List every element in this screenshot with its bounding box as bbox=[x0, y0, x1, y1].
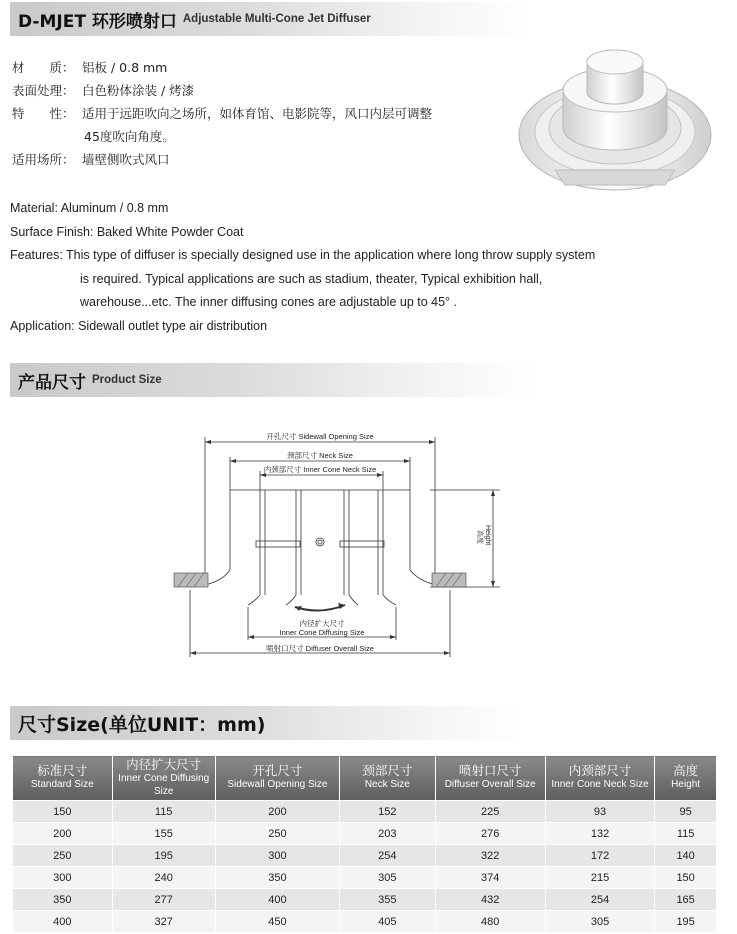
table-cell: 300 bbox=[13, 867, 113, 889]
spec-label: 材 质： bbox=[12, 60, 75, 75]
table-cell: 322 bbox=[435, 845, 545, 867]
size-table-title: 尺寸Size(单位UNIT：mm) bbox=[18, 713, 266, 736]
table-cell: 277 bbox=[112, 889, 215, 911]
product-size-band bbox=[10, 363, 535, 397]
col-inner-cone-neck: 内颈部尺寸 Inner Cone Neck Size bbox=[545, 756, 654, 801]
table-cell: 405 bbox=[340, 911, 435, 933]
col-standard-size: 标准尺寸 Standard Size bbox=[13, 756, 113, 801]
spec-zh-finish bbox=[12, 79, 512, 102]
table-cell: 374 bbox=[435, 867, 545, 889]
table-cell: 305 bbox=[340, 867, 435, 889]
table-cell: 115 bbox=[112, 801, 215, 823]
table-row bbox=[13, 801, 717, 823]
spec-en-finish: Surface Finish: Baked White Powder Coat bbox=[10, 224, 244, 239]
table-row bbox=[13, 889, 717, 911]
product-photo bbox=[515, 40, 715, 200]
spec-en-features-cont: warehouse...etc. The inner diffusing cones are adjustable up to 45° . bbox=[80, 295, 458, 309]
table-cell: 115 bbox=[655, 823, 717, 845]
table-cell: 140 bbox=[655, 845, 717, 867]
table-cell: 195 bbox=[112, 845, 215, 867]
spec-label: 表面处理： bbox=[12, 83, 75, 98]
title-band bbox=[10, 2, 530, 36]
table-cell: 150 bbox=[13, 801, 113, 823]
spec-value: 45度吹向角度。 bbox=[84, 129, 175, 144]
spec-en-features-cont: is required. Typical applications are such as stadium, theater, Typical exhibition hall, bbox=[80, 271, 543, 286]
col-diffuser-overall: 喷射口尺寸 Diffuser Overall Size bbox=[435, 756, 545, 801]
size-table-body bbox=[13, 801, 717, 933]
table-cell: 400 bbox=[13, 911, 113, 933]
table-cell: 432 bbox=[435, 889, 545, 911]
table-cell: 152 bbox=[340, 801, 435, 823]
table-cell: 254 bbox=[545, 889, 654, 911]
specs-en bbox=[10, 197, 730, 338]
label-overall-size: 喷射口尺寸 Diffuser Overall Size bbox=[266, 644, 374, 653]
label-height-en: Height bbox=[484, 525, 491, 546]
spec-en-features: Features: This type of diffuser is specially designed use in the application where long throw supply system bbox=[10, 248, 596, 262]
size-table-band bbox=[10, 706, 525, 740]
specs-zh bbox=[12, 56, 512, 171]
spec-en-material: Material: Aluminum / 0.8 mm bbox=[10, 201, 169, 215]
table-cell: 480 bbox=[435, 911, 545, 933]
table-row bbox=[13, 823, 717, 845]
col-sidewall-opening: 开孔尺寸 Sidewall Opening Size bbox=[215, 756, 339, 801]
col-height: 高度 Height bbox=[655, 756, 717, 801]
table-cell: 95 bbox=[655, 801, 717, 823]
product-size-title-zh: 产品尺寸 bbox=[18, 372, 86, 393]
table-row bbox=[13, 867, 717, 889]
table-cell: 172 bbox=[545, 845, 654, 867]
product-size-title-en: Product Size bbox=[92, 374, 162, 386]
product-title-en: Adjustable Multi-Cone Jet Diffuser bbox=[182, 13, 371, 25]
size-table bbox=[12, 755, 717, 933]
spec-label: 特 性： bbox=[12, 106, 75, 121]
table-cell: 355 bbox=[340, 889, 435, 911]
table-header-row bbox=[13, 756, 717, 801]
spec-value: 墙壁侧吹式风口 bbox=[82, 152, 170, 167]
table-cell: 195 bbox=[655, 911, 717, 933]
spec-value: 铝板 / 0.8 mm bbox=[82, 60, 168, 75]
label-neck-size: 颈部尺寸 Neck Size bbox=[287, 451, 353, 460]
spec-zh-features bbox=[12, 102, 512, 125]
label-inner-diffusing-zh: 内径扩大尺寸 bbox=[299, 619, 345, 628]
label-sidewall-opening: 开孔尺寸 Sidewall Opening Size bbox=[266, 432, 374, 441]
spec-value: 白色粉体涂装 / 烤漆 bbox=[82, 83, 195, 98]
table-cell: 225 bbox=[435, 801, 545, 823]
table-cell: 150 bbox=[655, 867, 717, 889]
table-cell: 203 bbox=[340, 823, 435, 845]
col-neck-size: 颈部尺寸 Neck Size bbox=[340, 756, 435, 801]
table-cell: 250 bbox=[215, 823, 339, 845]
table-cell: 254 bbox=[340, 845, 435, 867]
table-cell: 250 bbox=[13, 845, 113, 867]
table-cell: 200 bbox=[13, 823, 113, 845]
table-cell: 93 bbox=[545, 801, 654, 823]
col-inner-cone-diffusing: 内径扩大尺寸 Inner Cone Diffusing Size bbox=[112, 756, 215, 801]
spec-zh-features-cont bbox=[12, 125, 512, 148]
table-cell: 300 bbox=[215, 845, 339, 867]
spec-zh-material bbox=[12, 56, 512, 79]
table-row bbox=[13, 911, 717, 933]
table-cell: 305 bbox=[545, 911, 654, 933]
spec-zh-application bbox=[12, 148, 512, 171]
table-cell: 215 bbox=[545, 867, 654, 889]
label-inner-diffusing-en: Inner Cone Diffusing Size bbox=[279, 628, 365, 637]
table-cell: 200 bbox=[215, 801, 339, 823]
dimension-diagram bbox=[160, 415, 520, 665]
table-cell: 350 bbox=[13, 889, 113, 911]
product-title-zh: D-MJET 环形喷射口 bbox=[18, 11, 177, 32]
table-cell: 155 bbox=[112, 823, 215, 845]
label-inner-neck-size: 内颈部尺寸 Inner Cone Neck Size bbox=[263, 465, 377, 474]
table-cell: 350 bbox=[215, 867, 339, 889]
table-cell: 165 bbox=[655, 889, 717, 911]
table-cell: 240 bbox=[112, 867, 215, 889]
spec-value: 适用于远距吹向之场所，如体育馆、电影院等，风口内层可调整 bbox=[82, 106, 433, 121]
spec-label: 适用场所： bbox=[12, 152, 75, 167]
table-cell: 400 bbox=[215, 889, 339, 911]
spec-en-application: Application: Sidewall outlet type air distribution bbox=[10, 318, 268, 333]
table-cell: 276 bbox=[435, 823, 545, 845]
table-cell: 327 bbox=[112, 911, 215, 933]
label-height-zh: 高度 bbox=[476, 530, 483, 544]
table-cell: 132 bbox=[545, 823, 654, 845]
table-cell: 450 bbox=[215, 911, 339, 933]
table-row bbox=[13, 845, 717, 867]
